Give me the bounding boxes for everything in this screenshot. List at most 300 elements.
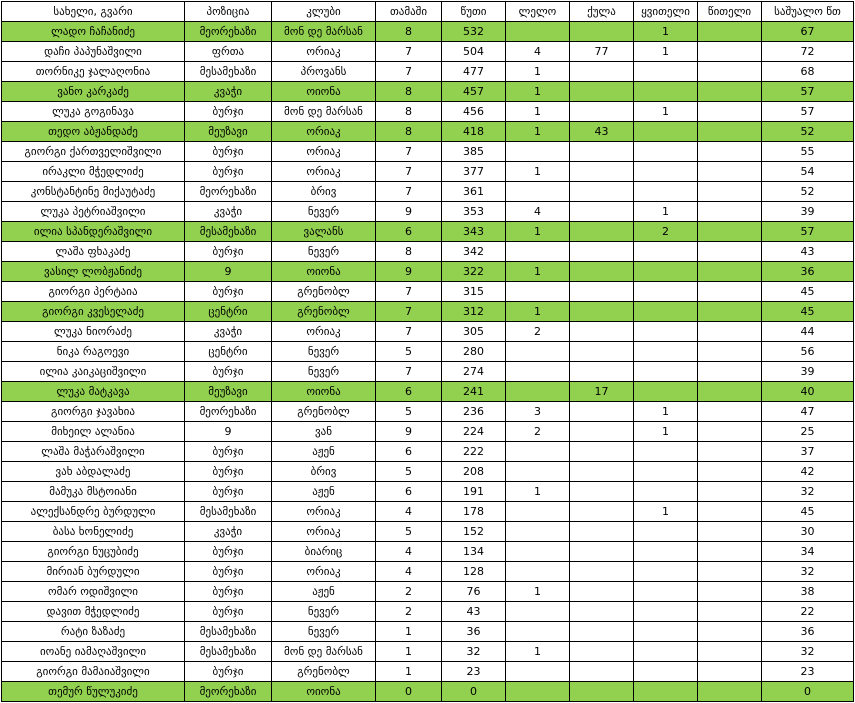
- club-cell[interactable]: ორიაკ: [272, 522, 376, 542]
- position-cell[interactable]: კვაჭი: [185, 322, 272, 342]
- position-cell[interactable]: ბურჯი: [185, 602, 272, 622]
- yellow-cards-cell[interactable]: [634, 682, 698, 702]
- points-cell[interactable]: [570, 222, 634, 242]
- minutes-cell[interactable]: 191: [442, 482, 506, 502]
- points-cell[interactable]: [570, 422, 634, 442]
- club-cell[interactable]: აჟენ: [272, 442, 376, 462]
- player-name-cell[interactable]: იოანე იამაღაშვილი: [2, 642, 185, 662]
- points-cell[interactable]: [570, 82, 634, 102]
- games-cell[interactable]: 6: [376, 442, 442, 462]
- position-cell[interactable]: ბურჯი: [185, 462, 272, 482]
- club-cell[interactable]: გრენობლ: [272, 302, 376, 322]
- club-cell[interactable]: მონ დე მარსან: [272, 642, 376, 662]
- yellow-cards-cell[interactable]: [634, 322, 698, 342]
- yellow-cards-cell[interactable]: [634, 562, 698, 582]
- position-cell[interactable]: მეორეხაზი: [185, 682, 272, 702]
- average-minutes-cell[interactable]: 32: [762, 482, 854, 502]
- minutes-cell[interactable]: 23: [442, 662, 506, 682]
- games-cell[interactable]: 7: [376, 282, 442, 302]
- club-cell[interactable]: ნევერ: [272, 622, 376, 642]
- header-points[interactable]: ქულა: [570, 2, 634, 22]
- red-cards-cell[interactable]: [698, 82, 762, 102]
- tries-cell[interactable]: 1: [506, 102, 570, 122]
- points-cell[interactable]: [570, 442, 634, 462]
- average-minutes-cell[interactable]: 67: [762, 22, 854, 42]
- position-cell[interactable]: ბურჯი: [185, 542, 272, 562]
- yellow-cards-cell[interactable]: [634, 182, 698, 202]
- tries-cell[interactable]: [506, 182, 570, 202]
- red-cards-cell[interactable]: [698, 642, 762, 662]
- red-cards-cell[interactable]: [698, 542, 762, 562]
- club-cell[interactable]: ორიაკ: [272, 42, 376, 62]
- player-name-cell[interactable]: თემურ წულუკიძე: [2, 682, 185, 702]
- club-cell[interactable]: ნევერ: [272, 242, 376, 262]
- club-cell[interactable]: ბრივ: [272, 182, 376, 202]
- tries-cell[interactable]: [506, 562, 570, 582]
- red-cards-cell[interactable]: [698, 362, 762, 382]
- header-position[interactable]: პოზიცია: [185, 2, 272, 22]
- minutes-cell[interactable]: 456: [442, 102, 506, 122]
- games-cell[interactable]: 4: [376, 562, 442, 582]
- position-cell[interactable]: მეორეხაზი: [185, 182, 272, 202]
- yellow-cards-cell[interactable]: [634, 162, 698, 182]
- player-name-cell[interactable]: ლუკა მატკავა: [2, 382, 185, 402]
- games-cell[interactable]: 2: [376, 582, 442, 602]
- average-minutes-cell[interactable]: 30: [762, 522, 854, 542]
- position-cell[interactable]: კვაჭი: [185, 82, 272, 102]
- points-cell[interactable]: [570, 502, 634, 522]
- yellow-cards-cell[interactable]: [634, 122, 698, 142]
- position-cell[interactable]: ბურჯი: [185, 282, 272, 302]
- position-cell[interactable]: მეორეხაზი: [185, 22, 272, 42]
- average-minutes-cell[interactable]: 55: [762, 142, 854, 162]
- minutes-cell[interactable]: 208: [442, 462, 506, 482]
- points-cell[interactable]: [570, 602, 634, 622]
- points-cell[interactable]: [570, 62, 634, 82]
- minutes-cell[interactable]: 280: [442, 342, 506, 362]
- games-cell[interactable]: 2: [376, 602, 442, 622]
- yellow-cards-cell[interactable]: [634, 642, 698, 662]
- minutes-cell[interactable]: 361: [442, 182, 506, 202]
- red-cards-cell[interactable]: [698, 582, 762, 602]
- games-cell[interactable]: 7: [376, 362, 442, 382]
- average-minutes-cell[interactable]: 22: [762, 602, 854, 622]
- player-name-cell[interactable]: ნიკა რაგოევი: [2, 342, 185, 362]
- average-minutes-cell[interactable]: 54: [762, 162, 854, 182]
- club-cell[interactable]: ოიონა: [272, 382, 376, 402]
- player-name-cell[interactable]: ლაშა ფხაკაძე: [2, 242, 185, 262]
- games-cell[interactable]: 8: [376, 22, 442, 42]
- red-cards-cell[interactable]: [698, 262, 762, 282]
- player-name-cell[interactable]: ლუკა ნიორაძე: [2, 322, 185, 342]
- average-minutes-cell[interactable]: 38: [762, 582, 854, 602]
- tries-cell[interactable]: 1: [506, 82, 570, 102]
- red-cards-cell[interactable]: [698, 442, 762, 462]
- average-minutes-cell[interactable]: 37: [762, 442, 854, 462]
- tries-cell[interactable]: [506, 682, 570, 702]
- points-cell[interactable]: [570, 102, 634, 122]
- red-cards-cell[interactable]: [698, 102, 762, 122]
- red-cards-cell[interactable]: [698, 142, 762, 162]
- player-name-cell[interactable]: ირაკლი მჭედლიძე: [2, 162, 185, 182]
- yellow-cards-cell[interactable]: [634, 282, 698, 302]
- average-minutes-cell[interactable]: 56: [762, 342, 854, 362]
- average-minutes-cell[interactable]: 0: [762, 682, 854, 702]
- average-minutes-cell[interactable]: 47: [762, 402, 854, 422]
- position-cell[interactable]: მეუზავი: [185, 122, 272, 142]
- average-minutes-cell[interactable]: 34: [762, 542, 854, 562]
- club-cell[interactable]: მონ დე მარსან: [272, 22, 376, 42]
- yellow-cards-cell[interactable]: [634, 362, 698, 382]
- tries-cell[interactable]: 3: [506, 402, 570, 422]
- games-cell[interactable]: 7: [376, 302, 442, 322]
- average-minutes-cell[interactable]: 68: [762, 62, 854, 82]
- position-cell[interactable]: მესამეხაზი: [185, 222, 272, 242]
- red-cards-cell[interactable]: [698, 522, 762, 542]
- yellow-cards-cell[interactable]: 1: [634, 422, 698, 442]
- red-cards-cell[interactable]: [698, 282, 762, 302]
- red-cards-cell[interactable]: [698, 562, 762, 582]
- club-cell[interactable]: ვან: [272, 422, 376, 442]
- red-cards-cell[interactable]: [698, 682, 762, 702]
- position-cell[interactable]: 9: [185, 262, 272, 282]
- points-cell[interactable]: [570, 662, 634, 682]
- average-minutes-cell[interactable]: 43: [762, 242, 854, 262]
- yellow-cards-cell[interactable]: [634, 622, 698, 642]
- average-minutes-cell[interactable]: 32: [762, 642, 854, 662]
- yellow-cards-cell[interactable]: 1: [634, 42, 698, 62]
- points-cell[interactable]: [570, 242, 634, 262]
- position-cell[interactable]: კვაჭი: [185, 522, 272, 542]
- club-cell[interactable]: გრენობლ: [272, 662, 376, 682]
- tries-cell[interactable]: [506, 442, 570, 462]
- games-cell[interactable]: 8: [376, 82, 442, 102]
- average-minutes-cell[interactable]: 45: [762, 302, 854, 322]
- points-cell[interactable]: [570, 202, 634, 222]
- player-name-cell[interactable]: დაჩი პაპუნაშვილი: [2, 42, 185, 62]
- position-cell[interactable]: ბურჯი: [185, 562, 272, 582]
- player-name-cell[interactable]: გიორგი კვესელაძე: [2, 302, 185, 322]
- points-cell[interactable]: [570, 462, 634, 482]
- header-club[interactable]: კლუბი: [272, 2, 376, 22]
- minutes-cell[interactable]: 32: [442, 642, 506, 662]
- average-minutes-cell[interactable]: 52: [762, 182, 854, 202]
- tries-cell[interactable]: 1: [506, 162, 570, 182]
- club-cell[interactable]: გრენობლ: [272, 402, 376, 422]
- club-cell[interactable]: ოიონა: [272, 82, 376, 102]
- player-name-cell[interactable]: კონსტანტინე მიქაუტაძე: [2, 182, 185, 202]
- tries-cell[interactable]: 1: [506, 222, 570, 242]
- minutes-cell[interactable]: 128: [442, 562, 506, 582]
- minutes-cell[interactable]: 457: [442, 82, 506, 102]
- tries-cell[interactable]: [506, 342, 570, 362]
- player-name-cell[interactable]: მირიან ბურდული: [2, 562, 185, 582]
- yellow-cards-cell[interactable]: 1: [634, 202, 698, 222]
- player-name-cell[interactable]: ილია კაიკაციშვილი: [2, 362, 185, 382]
- club-cell[interactable]: პროვანს: [272, 62, 376, 82]
- red-cards-cell[interactable]: [698, 382, 762, 402]
- player-name-cell[interactable]: რატი ზაზაძე: [2, 622, 185, 642]
- red-cards-cell[interactable]: [698, 602, 762, 622]
- position-cell[interactable]: ბურჯი: [185, 482, 272, 502]
- position-cell[interactable]: მესამეხაზი: [185, 502, 272, 522]
- red-cards-cell[interactable]: [698, 402, 762, 422]
- yellow-cards-cell[interactable]: [634, 522, 698, 542]
- player-name-cell[interactable]: ლაშა მაჭარაშვილი: [2, 442, 185, 462]
- points-cell[interactable]: [570, 362, 634, 382]
- games-cell[interactable]: 7: [376, 42, 442, 62]
- tries-cell[interactable]: 1: [506, 262, 570, 282]
- player-name-cell[interactable]: ლადო ჩაჩანიძე: [2, 22, 185, 42]
- player-name-cell[interactable]: გიორგი მამაიაშვილი: [2, 662, 185, 682]
- red-cards-cell[interactable]: [698, 22, 762, 42]
- minutes-cell[interactable]: 342: [442, 242, 506, 262]
- average-minutes-cell[interactable]: 45: [762, 502, 854, 522]
- points-cell[interactable]: [570, 522, 634, 542]
- minutes-cell[interactable]: 532: [442, 22, 506, 42]
- club-cell[interactable]: აჟენ: [272, 482, 376, 502]
- points-cell[interactable]: [570, 402, 634, 422]
- tries-cell[interactable]: [506, 22, 570, 42]
- points-cell[interactable]: 77: [570, 42, 634, 62]
- player-name-cell[interactable]: ვახ აბდალაძე: [2, 462, 185, 482]
- minutes-cell[interactable]: 477: [442, 62, 506, 82]
- position-cell[interactable]: ბურჯი: [185, 582, 272, 602]
- games-cell[interactable]: 5: [376, 522, 442, 542]
- club-cell[interactable]: ბრივ: [272, 462, 376, 482]
- games-cell[interactable]: 9: [376, 422, 442, 442]
- club-cell[interactable]: ოიონა: [272, 262, 376, 282]
- average-minutes-cell[interactable]: 23: [762, 662, 854, 682]
- tries-cell[interactable]: [506, 622, 570, 642]
- games-cell[interactable]: 8: [376, 242, 442, 262]
- games-cell[interactable]: 5: [376, 462, 442, 482]
- tries-cell[interactable]: [506, 462, 570, 482]
- games-cell[interactable]: 8: [376, 122, 442, 142]
- minutes-cell[interactable]: 236: [442, 402, 506, 422]
- yellow-cards-cell[interactable]: 1: [634, 102, 698, 122]
- points-cell[interactable]: 17: [570, 382, 634, 402]
- position-cell[interactable]: მესამეხაზი: [185, 642, 272, 662]
- club-cell[interactable]: ორიაკ: [272, 502, 376, 522]
- minutes-cell[interactable]: 315: [442, 282, 506, 302]
- red-cards-cell[interactable]: [698, 342, 762, 362]
- player-name-cell[interactable]: მიხეილ ალანია: [2, 422, 185, 442]
- club-cell[interactable]: გრენობლ: [272, 282, 376, 302]
- club-cell[interactable]: ნევერ: [272, 602, 376, 622]
- tries-cell[interactable]: 1: [506, 122, 570, 142]
- average-minutes-cell[interactable]: 45: [762, 282, 854, 302]
- minutes-cell[interactable]: 152: [442, 522, 506, 542]
- minutes-cell[interactable]: 274: [442, 362, 506, 382]
- games-cell[interactable]: 5: [376, 342, 442, 362]
- yellow-cards-cell[interactable]: [634, 462, 698, 482]
- tries-cell[interactable]: [506, 522, 570, 542]
- red-cards-cell[interactable]: [698, 122, 762, 142]
- position-cell[interactable]: მეორეხაზი: [185, 402, 272, 422]
- points-cell[interactable]: [570, 162, 634, 182]
- position-cell[interactable]: მესამეხაზი: [185, 62, 272, 82]
- club-cell[interactable]: ორიაკ: [272, 122, 376, 142]
- games-cell[interactable]: 8: [376, 102, 442, 122]
- points-cell[interactable]: [570, 302, 634, 322]
- tries-cell[interactable]: 1: [506, 62, 570, 82]
- minutes-cell[interactable]: 36: [442, 622, 506, 642]
- red-cards-cell[interactable]: [698, 622, 762, 642]
- player-name-cell[interactable]: ილია სპანდერაშვილი: [2, 222, 185, 242]
- games-cell[interactable]: 7: [376, 62, 442, 82]
- yellow-cards-cell[interactable]: [634, 142, 698, 162]
- points-cell[interactable]: [570, 682, 634, 702]
- club-cell[interactable]: ორიაკ: [272, 162, 376, 182]
- yellow-cards-cell[interactable]: 1: [634, 22, 698, 42]
- games-cell[interactable]: 9: [376, 202, 442, 222]
- yellow-cards-cell[interactable]: [634, 82, 698, 102]
- games-cell[interactable]: 5: [376, 402, 442, 422]
- minutes-cell[interactable]: 353: [442, 202, 506, 222]
- games-cell[interactable]: 7: [376, 322, 442, 342]
- games-cell[interactable]: 9: [376, 262, 442, 282]
- tries-cell[interactable]: 1: [506, 642, 570, 662]
- minutes-cell[interactable]: 385: [442, 142, 506, 162]
- header-tries[interactable]: ლელო: [506, 2, 570, 22]
- average-minutes-cell[interactable]: 36: [762, 622, 854, 642]
- games-cell[interactable]: 1: [376, 642, 442, 662]
- yellow-cards-cell[interactable]: [634, 262, 698, 282]
- average-minutes-cell[interactable]: 72: [762, 42, 854, 62]
- position-cell[interactable]: ბურჯი: [185, 242, 272, 262]
- red-cards-cell[interactable]: [698, 322, 762, 342]
- minutes-cell[interactable]: 312: [442, 302, 506, 322]
- yellow-cards-cell[interactable]: [634, 62, 698, 82]
- points-cell[interactable]: [570, 482, 634, 502]
- average-minutes-cell[interactable]: 39: [762, 362, 854, 382]
- games-cell[interactable]: 7: [376, 162, 442, 182]
- average-minutes-cell[interactable]: 39: [762, 202, 854, 222]
- header-games[interactable]: თამაში: [376, 2, 442, 22]
- position-cell[interactable]: ბურჯი: [185, 102, 272, 122]
- tries-cell[interactable]: 4: [506, 42, 570, 62]
- minutes-cell[interactable]: 178: [442, 502, 506, 522]
- minutes-cell[interactable]: 377: [442, 162, 506, 182]
- club-cell[interactable]: ვალანს: [272, 222, 376, 242]
- position-cell[interactable]: ბურჯი: [185, 442, 272, 462]
- games-cell[interactable]: 6: [376, 482, 442, 502]
- club-cell[interactable]: ნევერ: [272, 362, 376, 382]
- player-name-cell[interactable]: ომარ ოდიშვილი: [2, 582, 185, 602]
- average-minutes-cell[interactable]: 52: [762, 122, 854, 142]
- position-cell[interactable]: ბურჯი: [185, 142, 272, 162]
- yellow-cards-cell[interactable]: 2: [634, 222, 698, 242]
- position-cell[interactable]: 9: [185, 422, 272, 442]
- points-cell[interactable]: [570, 22, 634, 42]
- player-name-cell[interactable]: გიორგი ქართველიშვილი: [2, 142, 185, 162]
- position-cell[interactable]: მესამეხაზი: [185, 622, 272, 642]
- minutes-cell[interactable]: 76: [442, 582, 506, 602]
- minutes-cell[interactable]: 224: [442, 422, 506, 442]
- average-minutes-cell[interactable]: 40: [762, 382, 854, 402]
- header-minutes[interactable]: წუთი: [442, 2, 506, 22]
- player-name-cell[interactable]: თორნიკე ჯალაღონია: [2, 62, 185, 82]
- red-cards-cell[interactable]: [698, 462, 762, 482]
- minutes-cell[interactable]: 305: [442, 322, 506, 342]
- red-cards-cell[interactable]: [698, 202, 762, 222]
- tries-cell[interactable]: [506, 242, 570, 262]
- minutes-cell[interactable]: 134: [442, 542, 506, 562]
- points-cell[interactable]: [570, 342, 634, 362]
- yellow-cards-cell[interactable]: [634, 542, 698, 562]
- tries-cell[interactable]: [506, 502, 570, 522]
- minutes-cell[interactable]: 322: [442, 262, 506, 282]
- tries-cell[interactable]: [506, 382, 570, 402]
- tries-cell[interactable]: [506, 662, 570, 682]
- club-cell[interactable]: ოიონა: [272, 682, 376, 702]
- player-name-cell[interactable]: ლუკა გოგინავა: [2, 102, 185, 122]
- header-yellow-cards[interactable]: ყვითელი: [634, 2, 698, 22]
- tries-cell[interactable]: 4: [506, 202, 570, 222]
- yellow-cards-cell[interactable]: [634, 582, 698, 602]
- tries-cell[interactable]: 1: [506, 482, 570, 502]
- red-cards-cell[interactable]: [698, 422, 762, 442]
- club-cell[interactable]: ორიაკ: [272, 142, 376, 162]
- average-minutes-cell[interactable]: 57: [762, 222, 854, 242]
- header-average-minutes[interactable]: საშუალო წთ: [762, 2, 854, 22]
- tries-cell[interactable]: 2: [506, 422, 570, 442]
- red-cards-cell[interactable]: [698, 242, 762, 262]
- player-name-cell[interactable]: ალექსანდრე ბურდული: [2, 502, 185, 522]
- average-minutes-cell[interactable]: 57: [762, 82, 854, 102]
- club-cell[interactable]: ორიაკ: [272, 322, 376, 342]
- player-name-cell[interactable]: ვანო კარკაძე: [2, 82, 185, 102]
- player-name-cell[interactable]: ლუკა პეტრიაშვილი: [2, 202, 185, 222]
- red-cards-cell[interactable]: [698, 302, 762, 322]
- average-minutes-cell[interactable]: 44: [762, 322, 854, 342]
- player-name-cell[interactable]: დავით მჭედლიძე: [2, 602, 185, 622]
- position-cell[interactable]: ცენტრი: [185, 302, 272, 322]
- games-cell[interactable]: 1: [376, 622, 442, 642]
- yellow-cards-cell[interactable]: [634, 242, 698, 262]
- position-cell[interactable]: ფრთა: [185, 42, 272, 62]
- yellow-cards-cell[interactable]: [634, 602, 698, 622]
- player-name-cell[interactable]: გიორგი პერტაია: [2, 282, 185, 302]
- header-red-cards[interactable]: წითელი: [698, 2, 762, 22]
- games-cell[interactable]: 7: [376, 182, 442, 202]
- red-cards-cell[interactable]: [698, 502, 762, 522]
- yellow-cards-cell[interactable]: [634, 342, 698, 362]
- tries-cell[interactable]: [506, 282, 570, 302]
- yellow-cards-cell[interactable]: 1: [634, 402, 698, 422]
- points-cell[interactable]: [570, 542, 634, 562]
- position-cell[interactable]: ბურჯი: [185, 362, 272, 382]
- player-name-cell[interactable]: გიორგი ჯავახია: [2, 402, 185, 422]
- minutes-cell[interactable]: 418: [442, 122, 506, 142]
- player-name-cell[interactable]: თედო აბჟანდაძე: [2, 122, 185, 142]
- games-cell[interactable]: 6: [376, 222, 442, 242]
- club-cell[interactable]: ბიარიც: [272, 542, 376, 562]
- player-name-cell[interactable]: მამუკა მსტოიანი: [2, 482, 185, 502]
- points-cell[interactable]: [570, 642, 634, 662]
- position-cell[interactable]: კვაჭი: [185, 202, 272, 222]
- minutes-cell[interactable]: 241: [442, 382, 506, 402]
- tries-cell[interactable]: 2: [506, 322, 570, 342]
- red-cards-cell[interactable]: [698, 62, 762, 82]
- points-cell[interactable]: [570, 262, 634, 282]
- average-minutes-cell[interactable]: 32: [762, 562, 854, 582]
- points-cell[interactable]: [570, 622, 634, 642]
- player-name-cell[interactable]: ბასა ხონელიძე: [2, 522, 185, 542]
- player-name-cell[interactable]: გიორგი ნუცუბიძე: [2, 542, 185, 562]
- points-cell[interactable]: [570, 322, 634, 342]
